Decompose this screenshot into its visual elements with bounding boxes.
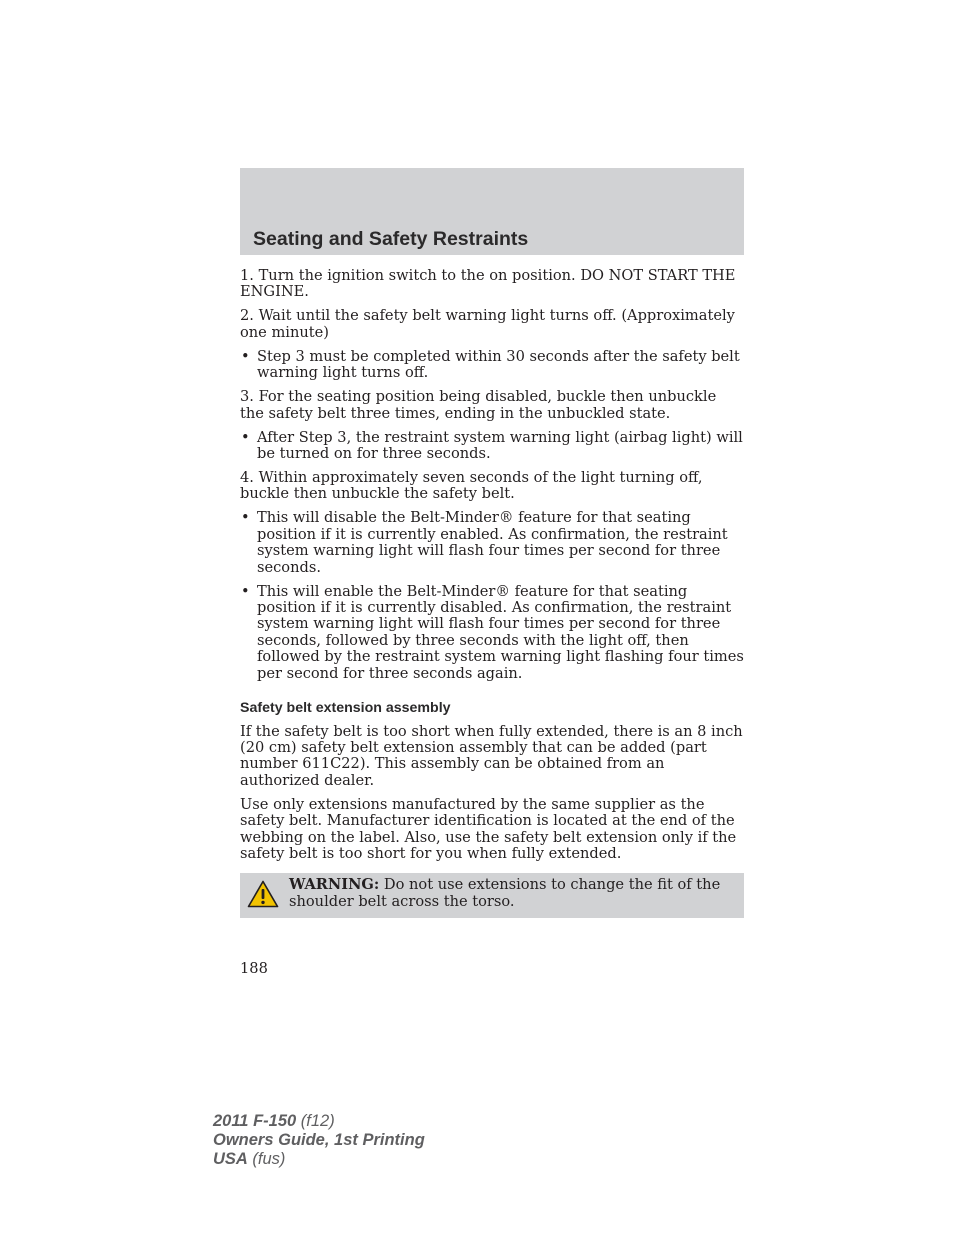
section-header-band bbox=[240, 168, 744, 255]
warning-text bbox=[289, 877, 734, 910]
footer-line-3 bbox=[213, 1150, 425, 1169]
list-item bbox=[240, 584, 744, 682]
main-content bbox=[240, 268, 744, 918]
step-1-paragraph: 1. Turn the ignition switch to the on position. DO NOT START THE ENGINE. bbox=[240, 267, 736, 301]
list-item bbox=[240, 510, 744, 576]
step-2-paragraph: 2. Wait until the safety belt warning light turns off. (Approximately one minute) bbox=[240, 307, 735, 341]
footer-region-code: (fus) bbox=[247, 1150, 286, 1169]
section-heading: Safety belt extension assembly bbox=[240, 700, 451, 717]
extension-paragraph: If the safety belt is too short when fully extended, there is an 8 inch (20 cm) safety belt extension assembly that can be added (part number 611C22). This assembly can be obtained from an authorized dealer. bbox=[240, 722, 743, 789]
page-title: Seating and Safety Restraints bbox=[253, 228, 529, 250]
warning-box bbox=[240, 873, 744, 918]
bullet-text: Step 3 must be completed within 30 seconds after the safety belt warning light turns off. bbox=[257, 347, 740, 382]
step-4-paragraph: 4. Within approximately seven seconds of the light turning off, buckle then unbuckle the safety belt. bbox=[240, 469, 703, 503]
page-number: 188 bbox=[240, 960, 268, 977]
step-3-paragraph: 3. For the seating position being disabled, buckle then unbuckle the safety belt three times, ending in the unbuckled state. bbox=[240, 388, 717, 422]
footer bbox=[213, 1112, 425, 1170]
bullet-icon: • bbox=[241, 428, 250, 446]
warning-triangle-icon bbox=[247, 880, 279, 908]
bullet-icon: • bbox=[241, 582, 250, 600]
list-item bbox=[240, 349, 744, 382]
list-item bbox=[240, 430, 744, 463]
footer-model-code: (f12) bbox=[296, 1112, 335, 1130]
warning-message: Do not use extensions to change the fit of the shoulder belt across the torso. bbox=[289, 876, 721, 910]
footer-model: 2011 F-150 bbox=[213, 1112, 297, 1130]
footer-line-2: Owners Guide, 1st Printing bbox=[213, 1131, 425, 1150]
bullet-text: After Step 3, the restraint system warning light (airbag light) will be turned on for three seconds. bbox=[257, 428, 743, 463]
extension-usage-paragraph: Use only extensions manufactured by the same supplier as the safety belt. Manufacturer identification is located at the end of the webbing on the label. Also, use the safety belt extension only if the safety belt is too short for you when fully extended. bbox=[240, 795, 737, 862]
bullet-icon: • bbox=[241, 509, 250, 527]
warning-label: WARNING: bbox=[289, 876, 380, 894]
bullet-text: This will disable the Belt-Minder® feature for that seating position if it is currently enabled. As confirmation, the restraint system warning light will flash four times per second for three seconds. bbox=[257, 509, 728, 576]
footer-region: USA bbox=[213, 1150, 248, 1169]
footer-line-1 bbox=[213, 1112, 425, 1131]
bullet-icon: • bbox=[241, 347, 250, 365]
bullet-text: This will enable the Belt-Minder® feature for that seating position if it is currently disabled. As confirmation, the restraint system warning light will flash four times per second for three seconds, followed by three seconds with the light off, then followed by the restraint system warning light flashing four times per second for three seconds again. bbox=[257, 582, 744, 682]
